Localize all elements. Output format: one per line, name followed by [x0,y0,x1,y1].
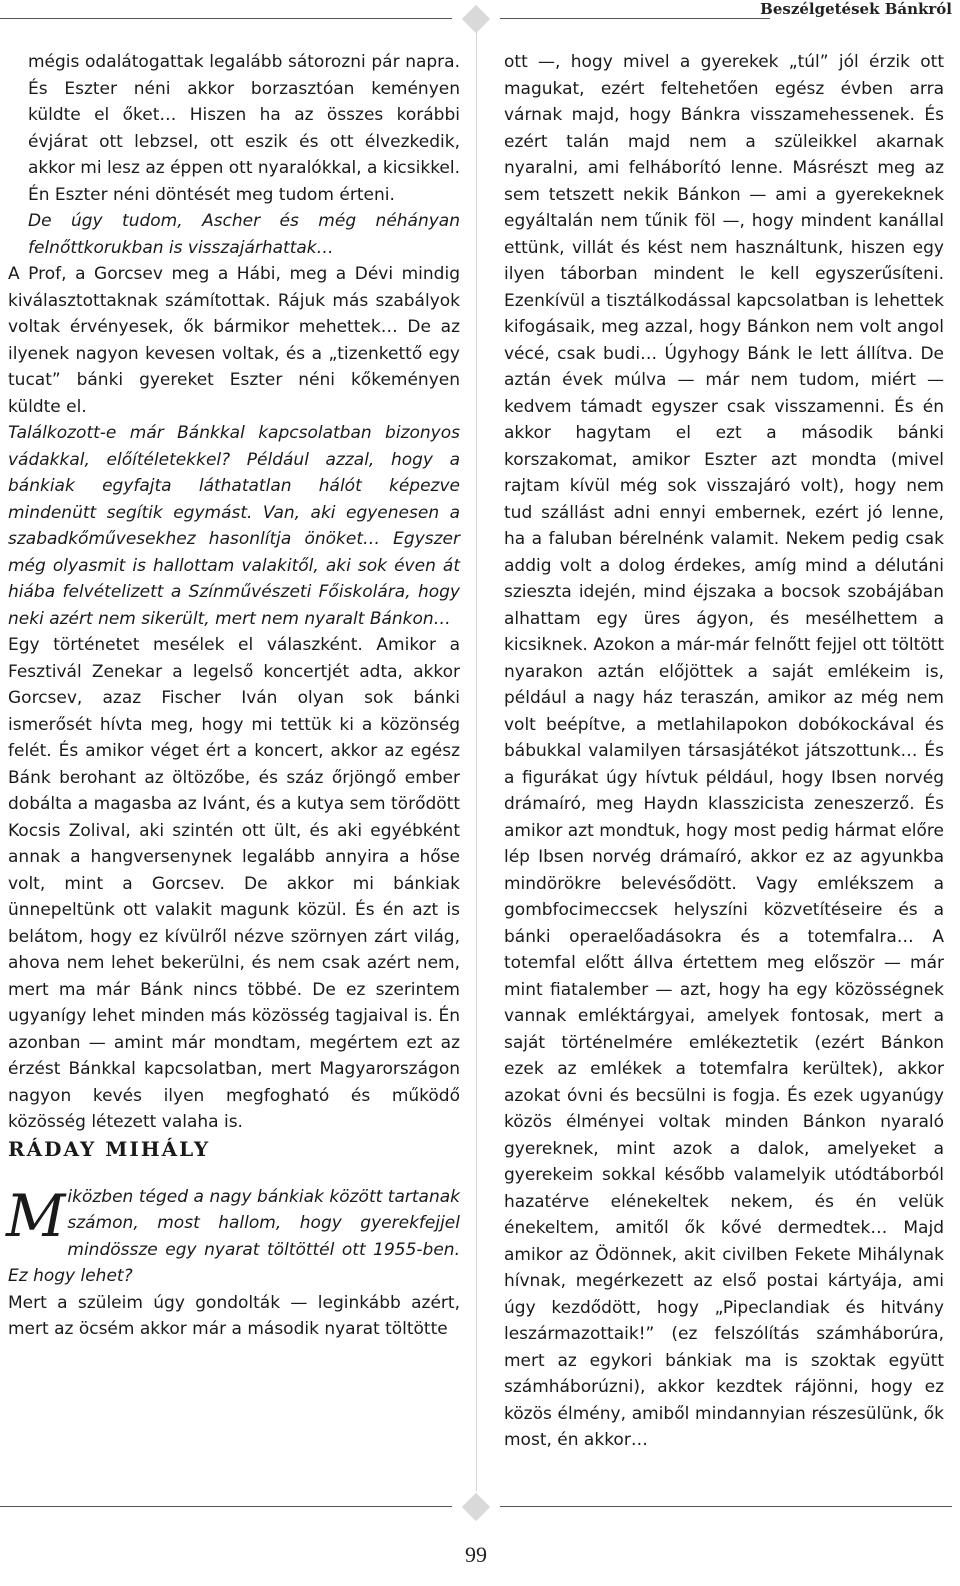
interview-question-intro [6,1181,460,1290]
answer-paragraph: ott —, hogy mivel a gyerekek „túl” jól érzik ott magukat, ezért feltehetően egész évben arra várnak majd, hogy Bánkra visszamehessenek. És ezért talán majd nem a szüleikkel akarnak nyaralni, ami felháborító lenne. Másrészt meg az sem tetszett nekik Bánkon — ami a gyerekeknek egyáltalán nem tűnik föl —, hogy mindent kanállal ettünk, villát és kést nem használtunk, hiszen egy ilyen táborban mindent le kell egyszerűsíteni. Ezenkívül a tisztálkodással kapcsolatban is lehettek kifogásaik, meg azzal, hogy Bánkon nem volt angol vécé, csak budi… Úgyhogy Bánk le lett állítva. De aztán évek múlva — már nem tudom, miért — kedvem támadt egyszer csak visszamenni. És én akkor hagytam el ezt a második bánki korszakomat, amikor Eszter azt mondta (mivel rajtam kívül még sok visszajáró volt), hogy nem tud szállást adni ennyi embernek, ezért jó lenne, ha a faluban bérelnénk valamit. Nekem pedig csak addig volt a dolog érdekes, amíg mind a délutáni sziesztа idején, mind éjszaka a bocsok szobájában alhattam egy üres ágyon, és mesélhettem a kicsiknek. Azokon a már-már felnőtt fejjel ott töltött nyarakon aztán előjöttek a saját emlékeim is, például a nagy ház teraszán, amikor az még nem volt beépítve, a metlahilapokon dobókockával és bábukkal valamilyen társasjátékot játszottunk… És a figurákat úgy hívtuk például, hogy Ibsen norvég drámaíró, meg Haydn klasszicista zeneszerző. És amikor azt mondtuk, hogy most pedig hármat előre lép Ibsen norvég drámaíró, akkor ez az agyunkba mindörökre belevésődött. Vagy emlékszem a gombfocimeccsek helyszíni közvetítéseire és a bánki operaelőadásokra és a totemfalra… A totemfal előtt állva értettem meg először — már mint fiatalember — azt, hogy ha egy közösségnek vannak emléktárgyai, amelyek fontosak, mert a saját történelmére emlékeztetik (ezért Bánkon ezek az emlékek a totemfalra kerültek), akkor azokat óvni és becsülni is fogja. És ezek ugyanúgy közös élményei voltak minden Bánkon nyaraló gyereknek, mint azok a dalok, amelyeket a gyerekeim sokkal később valamelyik utódtáborból hazatérve elénekeltek nekem, és én velük énekeltem, amitől ők kővé dermedtek… Majd amikor az Ödönnek, akit civilben Fekete Mihálynak hívnak, megérkezett az első postai kártyája, ami úgy kezdődött, hogy „Pipeclandiak és hitvány leszármazottaik!” (ez felszólítás számháborúra, mert az egykori bánkiak ma is szoktak együtt számháborúzni), akkor kezdtek rájönni, hogy ez közös élmény, amiből mindannyian részesülünk, ők most, én akkor… [504,52,944,1450]
right-column [504,49,944,1454]
page-number: 99 [465,1542,487,1567]
interview-question: De úgy tudom, Ascher és még néhányan felnőttkorukban is visszajárhattak… [28,211,460,258]
footer-rule-right [500,1506,952,1507]
running-head: Beszélgetések Bánkról [760,0,952,18]
question-text: iközben téged a nagy bánkiak között tartanak számon, most hallom, hogy gyerekfejjel mindössze egy nyarat töltöttél ott 1955-ben. Ez hogy lehet? [8,1186,460,1286]
drop-cap: M [6,1181,66,1250]
footer-rule-left [0,1506,452,1507]
answer-paragraph: Egy történetet mesélek el válaszként. Amikor a Fesztivál Zenekar a legelső koncertjét adta, akkor Gorcsev, azaz Fischer Iván olyan sok bánki ismerősét hívta meg, hogy mi tettük ki a közönség felét. És amikor véget ért a koncert, akkor az egész Bánk berohant az öltözőbe, és száz őrjöngő ember dobálta a magasba az Ivánt, és a kutya sem törődött Kocsis Zolival, aki szintén ott ült, és aki egyébként annak a hangversenynek legalább annyira a hőse volt, mint a Gorcsev. De akkor mi bánkiak ünnepeltünk ott valakit magunk közül. És én azt is belátom, hogy ez kívülről nézve szörnyen zárt világ, ahova nem lehet bekerülni, és nem csak azért nem, mert ma már Bánk nincs többé. De ez szerintem ugyanígy lehet minden más közösség tagjaival is. Én azonban — amint már mondtam, megértem ezt az érzést Bánkkal kapcsolatban, mert Magyarországon nagyon kevés ilyen megfogható és működő közösség létezett valaha is. [8,635,460,1132]
header-rule-left [0,18,452,19]
answer-paragraph: mégis odalátogattak legalább sátorozni pár napra. És Eszter néni akkor borzasztóan keményen küldte el őket… Hiszen ha az összes korábbi évjárat ott lebzsel, ott eszik és ott élvezkedik, akkor mi lesz az éppen ott nyaralókkal, a kicsikkel. Én Eszter néni döntését meg tudom érteni. [28,52,461,205]
answer-paragraph: A Prof, a Gorcsev meg a Hábi, meg a Dévi mindig kiválasztottaknak számítottak. Rájuk más szabályok voltak érvényesek, ők bármikor mehettek… De az ilyenek nagyon kevesen voltak, és a „tizenkettő egy tucat” bánki gyereket Eszter néni kőkeményen küldte el. [8,264,460,417]
header-diamond-ornament [462,5,490,33]
column-divider [476,30,477,1491]
interview-question: Találkozott-e már Bánkkal kapcsolatban bizonyos vádakkal, előítéletekkel? Például azzal, hogy a bánkiak egyfajta láthatatlan hálót képezve mindenütt segítik egymást. Van, aki egyenesen a szabadkőművesekhez hasonlítja önöket… Egyszer még olyasmit is hallottam valakitől, aki sok éven át hiába felvételizett a Színművészeti Főiskolára, hogy neki azért nem sikerült, mert nem nyaralt Bánkon… [8,423,460,629]
footer-diamond-ornament [462,1493,490,1521]
interviewee-name: RÁDAY MIHÁLY [8,1136,211,1161]
left-column [8,49,460,1343]
header-rule-right [500,18,770,19]
answer-paragraph: Mert a szüleim úgy gondolták — leginkább azért, mert az öcsém akkor már a második nyarat töltötte [8,1292,460,1339]
